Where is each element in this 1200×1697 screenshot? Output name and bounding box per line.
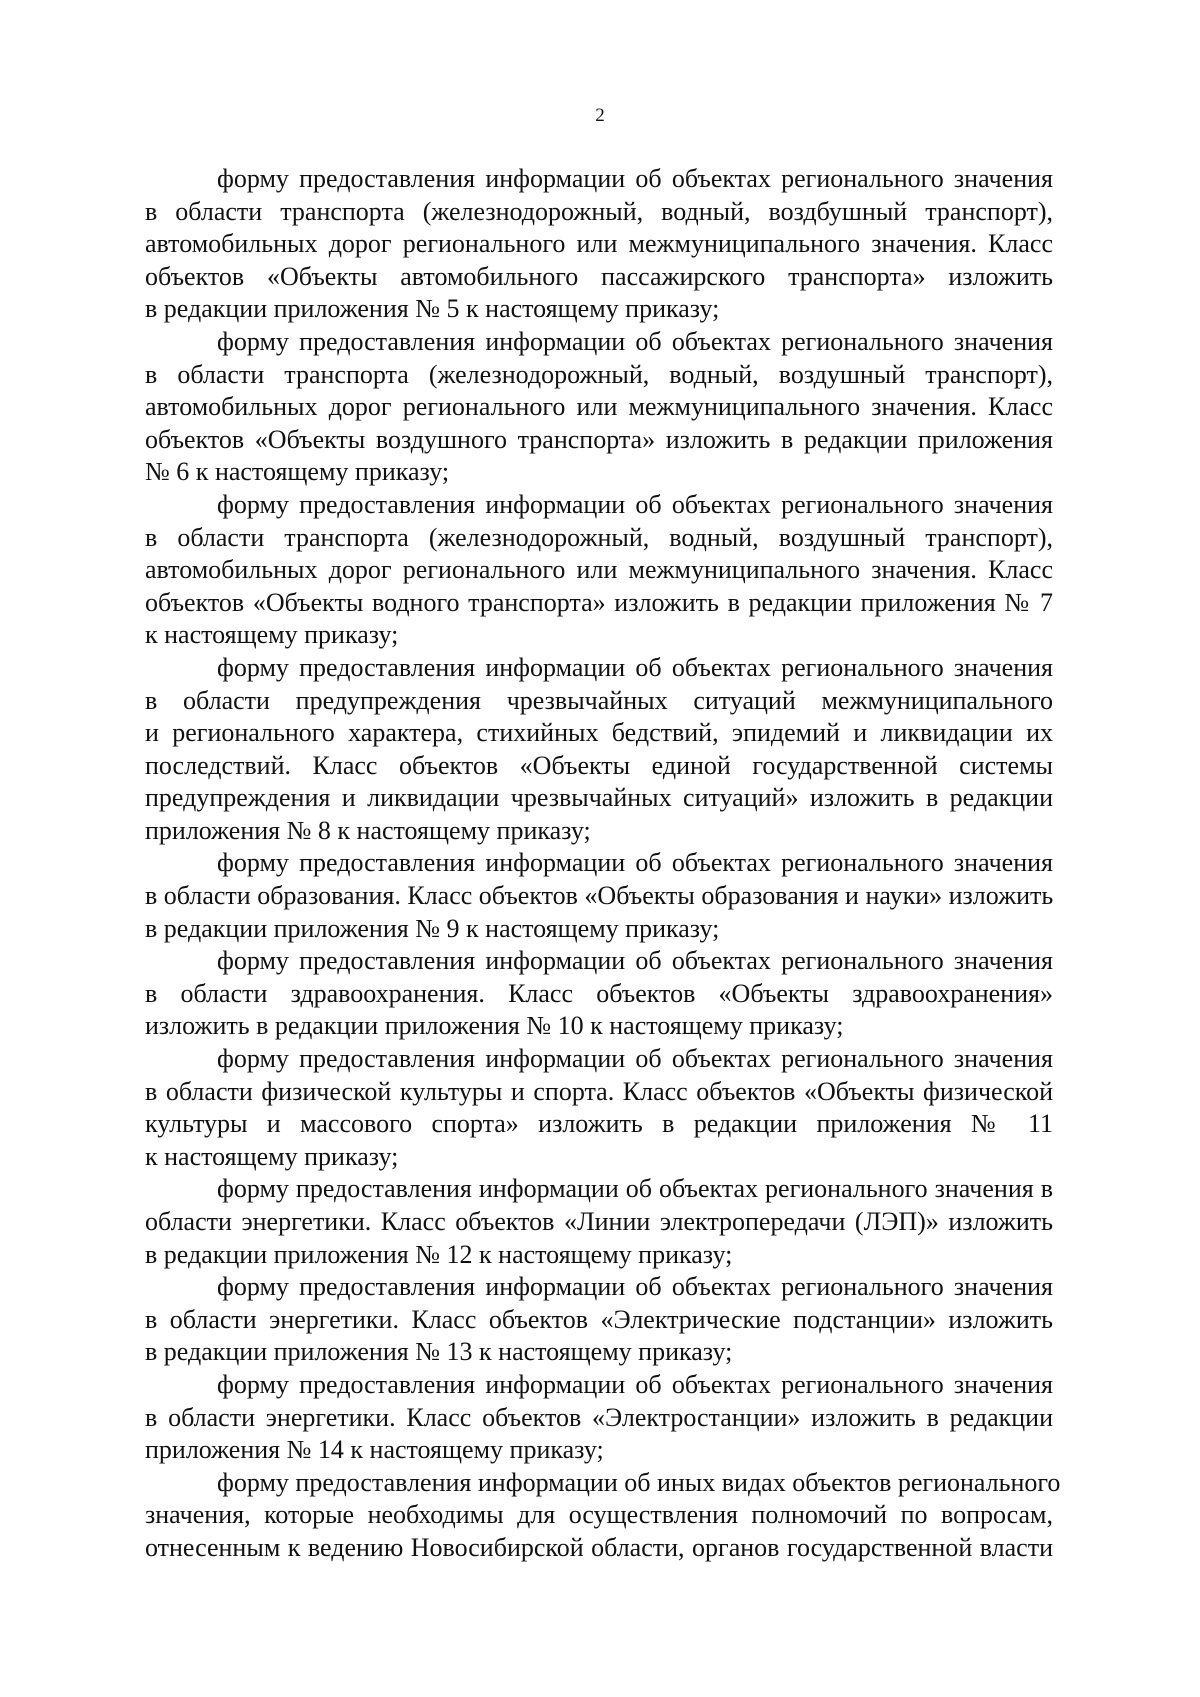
paragraph (145, 945, 1053, 1043)
text-line: в области энергетики. Класс объектов «Электрические подстанции» изложить (145, 1304, 1053, 1334)
text-line: в области транспорта (железнодорожный, водный, воздушный транспорт), (145, 522, 1053, 552)
text-line: форму предоставления информации об иных видах объектов регионального (217, 1467, 1061, 1497)
text-line: форму предоставления информации об объектах регионального значения (217, 848, 1053, 878)
text-line: форму предоставления информации об объектах регионального значения (217, 1369, 1053, 1399)
text-line: в редакции приложения № 9 к настоящему приказу; (145, 913, 720, 943)
paragraph (145, 1043, 1053, 1173)
text-line: форму предоставления информации об объектах регионального значения (217, 1044, 1053, 1074)
text-line: к настоящему приказу; (145, 1141, 399, 1171)
text-line: культуры и массового спорта» изложить в редакции приложения № 11 (145, 1109, 1053, 1139)
text-line: форму предоставления информации об объектах регионального значения (217, 326, 1053, 356)
text-line: области энергетики. Класс объектов «Линии электропередачи (ЛЭП)» изложить (145, 1207, 1053, 1236)
text-line: форму предоставления информации об объектах регионального значения (217, 489, 1053, 519)
text-line: последствий. Класс объектов «Объекты единой государственной системы (145, 750, 1053, 780)
paragraph (145, 652, 1053, 848)
text-line: приложения № 8 к настоящему приказу; (145, 815, 591, 845)
page-number: 2 (595, 105, 605, 126)
paragraph (145, 1369, 1053, 1467)
paragraph (145, 1467, 1061, 1565)
text-line: форму предоставления информации об объектах регионального значения (217, 946, 1053, 976)
text-line: значения, которые необходимы для осуществления полномочий по вопросам, (145, 1500, 1053, 1530)
text-line: изложить в редакции приложения № 10 к настоящему приказу; (145, 1011, 844, 1041)
text-line: в редакции приложения № 12 к настоящему приказу; (145, 1239, 733, 1269)
paragraph (145, 1173, 1053, 1271)
text-line: объектов «Объекты водного транспорта» изложить в редакции приложения № 7 (145, 587, 1053, 617)
paragraph (145, 847, 1053, 945)
text-line: автомобильных дорог регионального или межмуниципального значения. Класс (145, 392, 1053, 422)
text-line: форму предоставления информации об объектах регионального значения (217, 164, 1053, 193)
text-line: в области предупреждения чрезвычайных ситуаций межмуниципального (145, 685, 1053, 715)
text-line: к настоящему приказу; (145, 620, 399, 650)
text-line: в области здравоохранения. Класс объектов «Объекты здравоохранения» (145, 978, 1053, 1008)
paragraph (145, 489, 1053, 652)
text-line: в области образования. Класс объектов «Объекты образования и науки» изложить (145, 881, 1054, 911)
text-line: форму предоставления информации об объектах регионального значения (217, 1272, 1053, 1302)
text-line: в редакции приложения № 13 к настоящему приказу; (145, 1337, 733, 1367)
text-line: форму предоставления информации об объектах регионального значения (217, 652, 1053, 682)
text-line: № 6 к настоящему приказу; (145, 457, 450, 487)
text-line: объектов «Объекты воздушного транспорта» изложить в редакции приложения (145, 424, 1053, 454)
text-line: отнесенным к ведению Новосибирской области, органов государственной власти (145, 1532, 1053, 1562)
text-line: автомобильных дорог регионального или межмуниципального значения. Класс (145, 229, 1053, 259)
text-line: в области физической культуры и спорта. Класс объектов «Объекты физической (145, 1076, 1053, 1106)
text-line: объектов «Объекты автомобильного пассажирского транспорта» изложить (145, 261, 1053, 291)
paragraph (145, 1271, 1053, 1369)
text-line: автомобильных дорог регионального или межмуниципального значения. Класс (145, 555, 1053, 585)
text-line: приложения № 14 к настоящему приказу; (145, 1435, 604, 1465)
text-line: предупреждения и ликвидации чрезвычайных ситуаций» изложить в редакции (145, 783, 1053, 813)
text-line: в области транспорта (железнодорожный, водный, воздушный транспорт), (145, 359, 1053, 389)
text-line: и регионального характера, стихийных бедствий, эпидемий и ликвидации их (145, 718, 1053, 748)
paragraph (145, 163, 1053, 326)
paragraph (145, 326, 1053, 489)
text-line: в редакции приложения № 5 к настоящему приказу; (145, 294, 720, 324)
document-body (145, 163, 1061, 1565)
text-line: форму предоставления информации об объектах регионального значения в (217, 1174, 1053, 1204)
text-line: в области энергетики. Класс объектов «Электростанции» изложить в редакции (145, 1402, 1053, 1432)
text-line: в области транспорта (железнодорожный, водный, воздбушный транспорт), (145, 196, 1053, 226)
